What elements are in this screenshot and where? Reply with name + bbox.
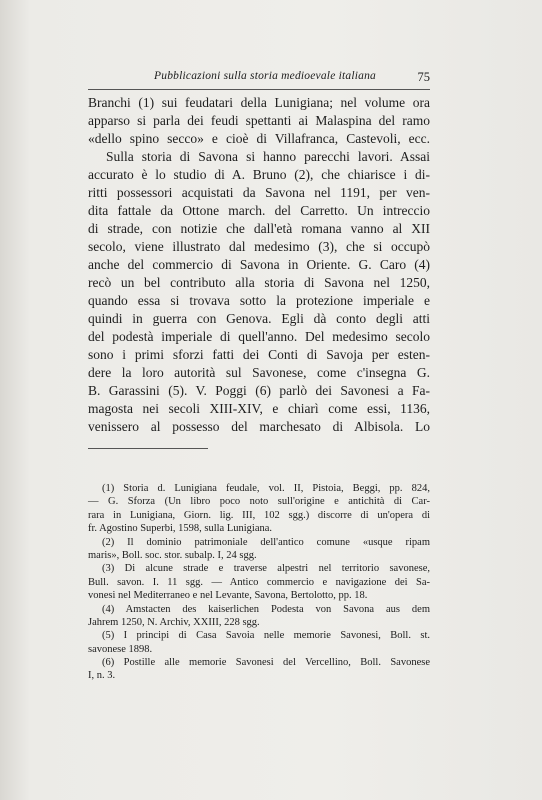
footnote-line: (3) Di alcune strade e traverse alpestri nel territorio savonese,: [102, 563, 430, 575]
running-title: Pubblicazioni sulla storia medioevale italiana: [154, 70, 376, 82]
footnote-line: Bull. savon. I. 11 sgg. — Antico commercio e navigazione dei Sa-: [88, 576, 430, 588]
text-line: anche del commercio di Savona in Oriente. G. Caro (4): [88, 257, 430, 272]
footnotes: [88, 482, 430, 683]
text-line: quando essa si trovava sotto la protezione imperiale e: [88, 293, 430, 308]
footnote-line: — G. Sforza (Un libro poco noto sull'origine e antichità di Car-: [88, 496, 430, 508]
text-line: venissero al possesso del marchesato di Albisola. Lo: [88, 419, 430, 434]
footnote-line: (1) Storia d. Lunigiana feudale, vol. II, Pistoia, Beggi, pp. 824,: [102, 483, 430, 494]
text-line: accurato è lo studio di A. Bruno (2), che chiarisce i di-: [88, 167, 430, 182]
footnote-line: Jahrem 1250, N. Archiv, XXIII, 228 sgg.: [88, 616, 260, 628]
header-rule: [88, 89, 430, 90]
text-line: «dello spino secco» e cioè di Villafranca, Castevoli, ecc.: [88, 131, 430, 146]
main-text: [88, 94, 430, 436]
footnote-line: vonesi nel Mediterraneo e nel Levante, Savona, Bertolotto, pp. 18.: [88, 590, 368, 602]
text-line: ritti possessori acquistati da Savona nel 1191, per ven-: [88, 185, 430, 200]
text-line: apparso si parla dei feudi spettanti ai Malaspina del ramo: [88, 113, 430, 128]
footnote-line: (4) Amstacten des kaiserlichen Podesta von Savona aus dem: [102, 603, 430, 615]
footnote-line: maris», Boll. soc. stor. subalp. I, 24 sgg.: [88, 549, 257, 561]
page-number: 75: [417, 70, 430, 84]
text-line: quindi in guerra con Genova. Egli dà conto degli atti: [88, 311, 430, 326]
text-line: recò un bel contributo alla storia di Savona nel 1250,: [88, 275, 430, 290]
footnote-rule: [88, 448, 208, 449]
text-line: del podestà imperiale di quell'anno. Del medesimo secolo: [88, 329, 430, 344]
footnote-line: (2) Il dominio patrimoniale dell'antico comune «usque ripam: [102, 536, 430, 548]
text-line: Branchi (1) sui feudatari della Lunigiana; nel volume ora: [88, 95, 430, 110]
footnote-line: I, n. 3.: [88, 670, 116, 682]
text-line: dere la loro autorità sul Savonese, come c'insegna G.: [88, 365, 430, 380]
footnote-line: rara in Lunigiana, Giorn. lig. III, 102 sgg.) discorre di un'opera di: [88, 509, 430, 521]
text-line: di strade, con notizie che dall'età romana vanno al XII: [88, 221, 430, 236]
text-line: dita fattale da Ottone march. del Carretto. Un intreccio: [88, 203, 430, 218]
text-line: secolo, viene illustrato dal medesimo (3), che si occupò: [88, 239, 430, 254]
footnote-line: (6) Postille alle memorie Savonesi del Vercellino, Boll. Savonese: [102, 657, 430, 669]
footnote-line: savonese 1898.: [88, 643, 153, 655]
text-line: magosta nei secoli XIII-XIV, e chiarì come essi, 1136,: [88, 401, 430, 416]
footnote-line: fr. Agostino Superbi, 1598, sulla Lunigiana.: [88, 523, 273, 535]
footnote-line: (5) I principi di Casa Savoia nelle memorie Savonesi, Boll. st.: [102, 630, 430, 642]
text-line: Sulla storia di Savona si hanno parecchi lavori. Assai: [106, 149, 430, 164]
text-line: sono i primi sforzi fatti dei Conti di Savoja per esten-: [88, 347, 430, 362]
text-line: B. Garassini (5). V. Poggi (6) parlò dei Savonesi a Fa-: [88, 383, 430, 398]
